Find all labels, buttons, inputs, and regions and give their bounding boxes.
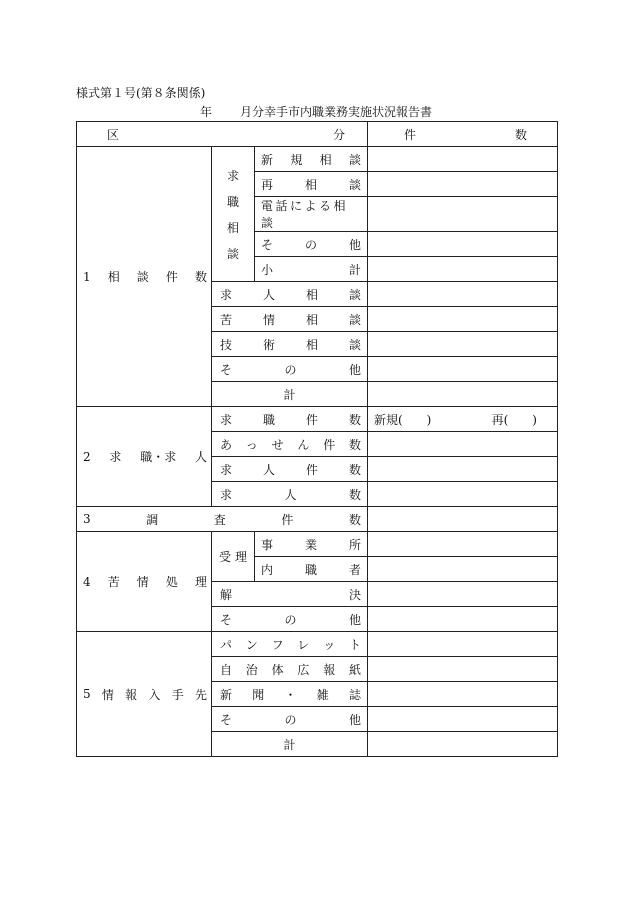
label-char: 他 xyxy=(348,362,361,377)
label-char: 苦 xyxy=(220,312,233,327)
count-cell[interactable] xyxy=(368,172,558,197)
s2-count-new: 新規( ) xyxy=(374,412,432,427)
label-char: 受 xyxy=(218,550,231,564)
label-char: 求 xyxy=(220,412,233,427)
label-char: 相 xyxy=(304,177,317,192)
s2-item-3 xyxy=(212,482,368,507)
label-char: 他 xyxy=(348,612,361,627)
label-char: 求 xyxy=(220,487,233,502)
label-char: 新 xyxy=(220,687,233,702)
form-reference: 様式第１号(第８条関係) xyxy=(76,86,206,100)
s4-label xyxy=(77,532,212,632)
label-char: 他 xyxy=(348,712,361,727)
label-char: 者 xyxy=(348,562,361,577)
label-char: 数 xyxy=(194,270,207,284)
label-char: 広 xyxy=(297,662,310,677)
s2-label xyxy=(77,407,212,507)
s1-row-2 xyxy=(212,332,368,357)
label-char: 求 xyxy=(220,287,233,302)
label-char: 小 xyxy=(261,262,274,277)
label-char: 人 xyxy=(284,487,297,502)
label-char: 規 xyxy=(290,152,303,167)
label-char: っ xyxy=(245,437,258,452)
label-char: 人 xyxy=(262,462,275,477)
label-char: 件 xyxy=(305,412,318,427)
label-char: 4 xyxy=(83,574,91,589)
label-char: 治 xyxy=(245,662,258,677)
s1-sub-3 xyxy=(255,232,368,257)
label-char: 情 xyxy=(101,687,114,702)
label-char: 聞 xyxy=(252,687,265,702)
label-char: 数 xyxy=(348,437,361,452)
label-char: 他 xyxy=(348,237,361,252)
label-char: 先 xyxy=(194,687,207,702)
s2-row-0 xyxy=(77,407,558,432)
label-char: 体 xyxy=(271,662,284,677)
label-char: 新 xyxy=(261,152,274,167)
label-char: 情 xyxy=(262,312,275,327)
s4-juri xyxy=(212,532,255,582)
count-cell[interactable] xyxy=(368,657,558,682)
s1-row-0 xyxy=(212,282,368,307)
title-month-text: 月分幸手市内職業務実施状況報告書 xyxy=(240,105,433,119)
label-char: 件 xyxy=(165,270,178,284)
label-char: そ xyxy=(220,362,233,377)
label-char: 談 xyxy=(348,287,361,302)
label-char: 査 xyxy=(213,512,226,527)
count-cell[interactable] xyxy=(368,632,558,657)
count-cell[interactable] xyxy=(368,307,558,332)
count-cell[interactable] xyxy=(368,282,558,307)
label-char: 決 xyxy=(348,587,361,602)
s5-item-1 xyxy=(212,657,368,682)
count-cell[interactable] xyxy=(368,357,558,382)
s2-item-0 xyxy=(212,407,368,432)
label-char: 数 xyxy=(348,412,361,427)
label-char: そ xyxy=(220,612,233,627)
label-char: 求 xyxy=(109,450,122,464)
label-char: 5 xyxy=(83,687,91,701)
s4-row-0 xyxy=(212,582,368,607)
label-char: 相 xyxy=(226,220,239,235)
label-char: 解 xyxy=(220,587,233,602)
label-char: 談 xyxy=(226,246,239,261)
label-char: 内 xyxy=(261,562,274,577)
label-char: パ xyxy=(220,637,233,652)
label-char: 3 xyxy=(83,512,91,526)
count-cell[interactable] xyxy=(368,732,558,757)
label-char: 自 xyxy=(220,662,233,677)
label-char: 談 xyxy=(348,337,361,352)
s3-row xyxy=(77,507,558,532)
s1-sub-2 xyxy=(255,197,368,232)
label-char: 情 xyxy=(136,575,149,589)
label-char: 術 xyxy=(262,337,275,352)
label-char: 数 xyxy=(348,462,361,477)
label-char: 誌 xyxy=(348,687,361,702)
count-cell[interactable] xyxy=(368,607,558,632)
label-char: 談 xyxy=(348,177,361,192)
label-char: 業 xyxy=(304,537,317,552)
label-char: せ xyxy=(271,437,284,452)
label-char: の xyxy=(304,237,317,252)
s2-item-2 xyxy=(212,457,368,482)
s4-row-jigyosho xyxy=(77,532,558,557)
label-char: 報 xyxy=(323,662,336,677)
s1-sub-1 xyxy=(255,172,368,197)
label-char: 1 xyxy=(83,269,91,284)
label-char: 求 xyxy=(220,462,233,477)
count-cell[interactable] xyxy=(368,707,558,732)
label-char: 数 xyxy=(348,487,361,502)
label-char: 職・求 xyxy=(140,450,177,464)
label-char: 談 xyxy=(348,152,361,167)
label-char: 報 xyxy=(125,687,138,702)
label-char: 所 xyxy=(348,537,361,552)
s5-item-2 xyxy=(212,682,368,707)
s4-sub-0 xyxy=(255,532,368,557)
s1-row-1 xyxy=(212,307,368,332)
header-count-b: 数 xyxy=(514,127,527,142)
label-char: の xyxy=(284,612,297,627)
label-char: 処 xyxy=(165,575,178,589)
header-kubun-b: 分 xyxy=(332,127,345,142)
title-year: 年 xyxy=(199,105,212,119)
label-char: 数 xyxy=(348,512,361,527)
s2-count-kyushoku[interactable] xyxy=(368,407,558,432)
label-char: 手 xyxy=(171,687,184,702)
s5-row-0 xyxy=(77,632,558,657)
s1-total: 計 xyxy=(212,382,368,407)
s1-sub-4 xyxy=(255,257,368,282)
s5-item-3 xyxy=(212,707,368,732)
count-cell[interactable] xyxy=(368,482,558,507)
label-char: 入 xyxy=(148,687,161,702)
s2-count-re: 再( ) xyxy=(491,412,537,427)
label-char: 雑 xyxy=(316,687,329,702)
count-cell[interactable] xyxy=(368,257,558,282)
header-count-a: 件 xyxy=(404,127,417,142)
label-char: 職 xyxy=(262,412,275,427)
label-char: 2 xyxy=(83,449,91,464)
s1-kyushoku-soudan xyxy=(212,147,255,282)
label-char: 計 xyxy=(348,262,361,277)
label-char: そ xyxy=(261,237,274,252)
s1-sub-0 xyxy=(255,147,368,172)
count-cell[interactable] xyxy=(368,582,558,607)
label-char: そ xyxy=(220,712,233,727)
label-char: 事 xyxy=(261,537,274,552)
label-char: の xyxy=(284,362,297,377)
label-char: 職 xyxy=(304,562,317,577)
count-cell[interactable] xyxy=(368,382,558,407)
s2-item-1 xyxy=(212,432,368,457)
label-char: 相 xyxy=(305,337,318,352)
label-char: 件 xyxy=(305,462,318,477)
label-char: 電話による相談 xyxy=(261,199,349,230)
s3-label xyxy=(77,507,368,532)
header-kubun xyxy=(77,122,368,147)
label-char: 人 xyxy=(194,450,207,464)
s1-label xyxy=(77,147,212,407)
header-kubun-a: 区 xyxy=(107,127,120,142)
count-cell[interactable] xyxy=(368,532,558,557)
label-char: 相 xyxy=(107,270,120,284)
report-title xyxy=(76,103,556,120)
count-cell[interactable] xyxy=(368,432,558,457)
s4-row-1 xyxy=(212,607,368,632)
label-char: ン xyxy=(245,637,258,652)
label-char: 再 xyxy=(261,177,274,192)
label-char: 相 xyxy=(305,312,318,327)
label-char: 苦 xyxy=(107,575,120,589)
count-cell[interactable] xyxy=(368,232,558,257)
label-char: 相 xyxy=(305,287,318,302)
header-count xyxy=(368,122,558,147)
count-cell[interactable] xyxy=(368,682,558,707)
label-char: ト xyxy=(348,637,361,652)
label-char: 談 xyxy=(348,312,361,327)
label-char: レ xyxy=(297,637,310,652)
label-char: ん xyxy=(297,437,310,452)
header-row xyxy=(77,122,558,147)
label-char: 理 xyxy=(194,575,207,589)
count-cell[interactable] xyxy=(368,507,558,532)
label-char: 件 xyxy=(281,512,294,527)
label-char: 調 xyxy=(146,512,159,527)
label-char: の xyxy=(284,712,297,727)
count-cell[interactable] xyxy=(368,332,558,357)
label-char: あ xyxy=(220,437,233,452)
count-cell[interactable] xyxy=(368,197,558,232)
label-char: 求 xyxy=(226,168,239,183)
count-cell[interactable] xyxy=(368,457,558,482)
label-char: 談 xyxy=(136,270,149,284)
label-char: 技 xyxy=(220,337,233,352)
label-char: 理 xyxy=(235,550,248,564)
label-char: 紙 xyxy=(348,662,361,677)
label-char: 職 xyxy=(226,194,239,209)
s5-label xyxy=(77,632,212,757)
s5-item-0 xyxy=(212,632,368,657)
s1-row-shinki xyxy=(77,147,558,172)
label-char: 人 xyxy=(262,287,275,302)
report-table xyxy=(76,121,558,757)
label-char: ・ xyxy=(284,687,297,702)
s4-sub-1 xyxy=(255,557,368,582)
s5-total: 計 xyxy=(212,732,368,757)
label-char: フ xyxy=(271,637,284,652)
s1-row-3 xyxy=(212,357,368,382)
count-cell[interactable] xyxy=(368,557,558,582)
label-char: ッ xyxy=(323,637,336,652)
count-cell[interactable] xyxy=(368,147,558,172)
label-char: 件 xyxy=(323,437,336,452)
label-char: 相 xyxy=(319,152,332,167)
